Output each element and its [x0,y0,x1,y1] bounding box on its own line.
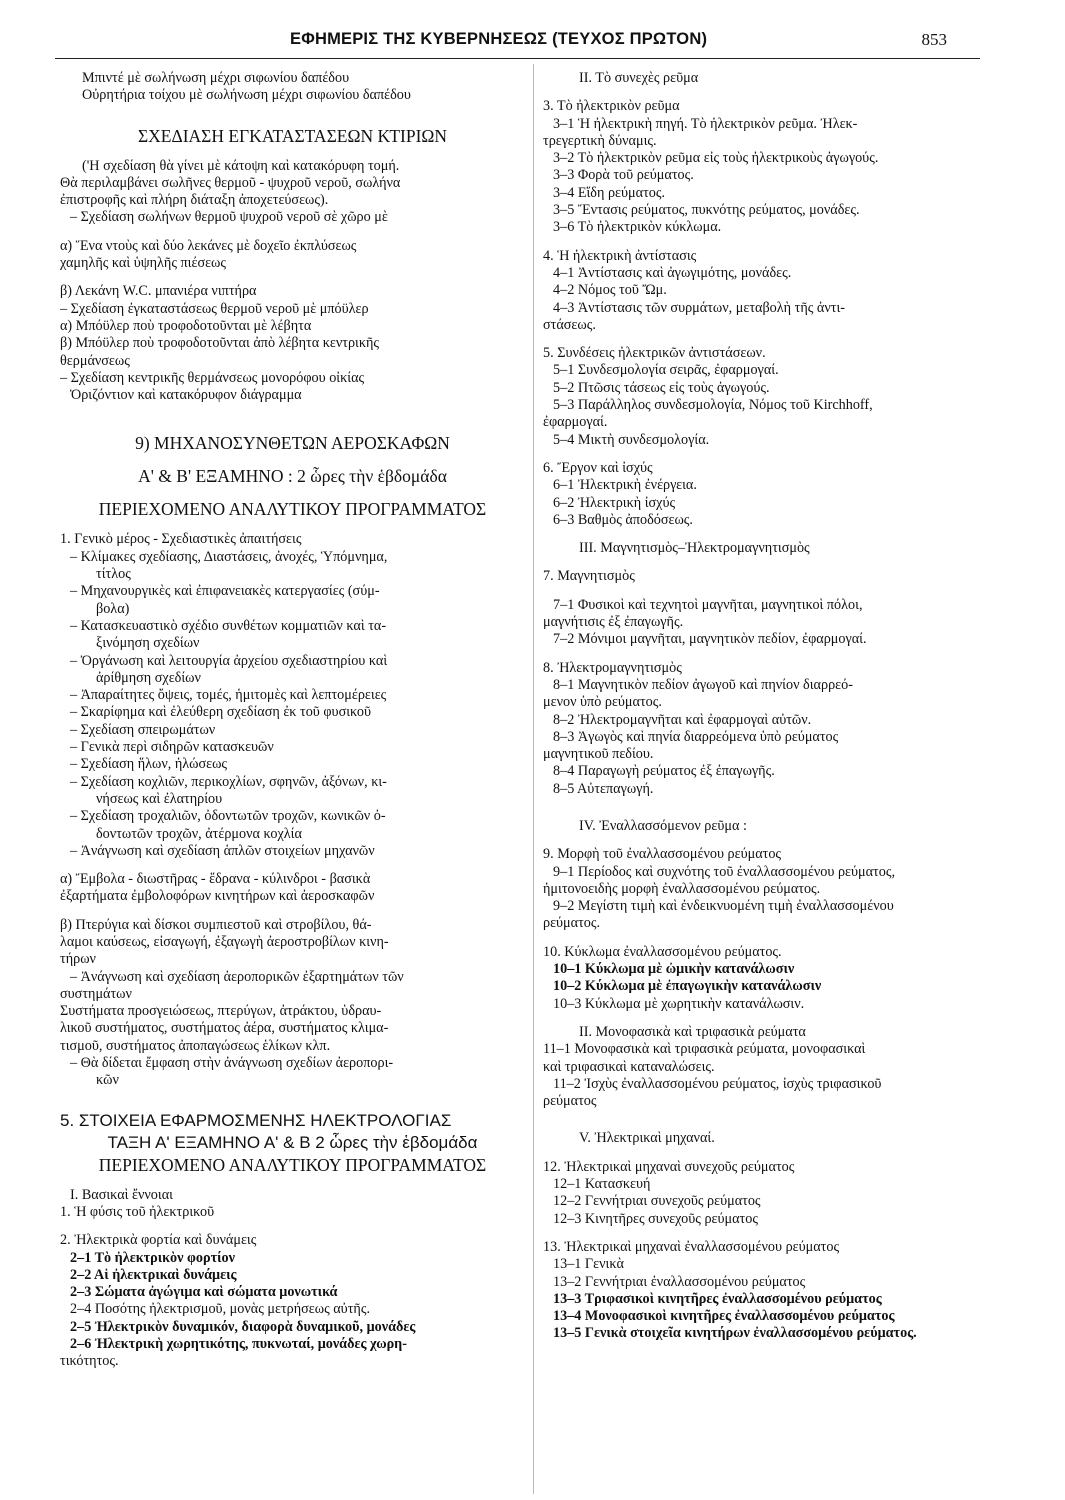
text-line: 1. Γενικὸ μέρος - Σχεδιαστικὲς ἀπαιτήσεις [60,531,302,548]
text-line: 12–3 Κινητῆρες συνεχοῦς ρεύματος [553,1210,758,1227]
text-line: τισμοῦ, συστήματος ἀποπαγώσεως ἑλίκων κλπ. [60,1037,331,1054]
section-heading: ΙV. Ἐναλλασσόμενον ρεῦμα : [579,817,747,834]
section-heading: 5. ΣΤΟΙΧΕΙΑ ΕΦΑΡΜΟΣΜΕΝΗΣ ΗΛΕΚΤΡΟΛΟΓΙΑΣ [60,1110,452,1130]
text-line: 3–5 Ἔντασις ρεύματος, πυκνότης ρεύματος, μονάδες. [553,202,860,219]
text-line: 8. Ἠλεκτρομαγνητισμὸς [543,659,682,676]
left-column [60,70,525,1371]
text-line: 12–2 Γεννήτριαι συνεχοῦς ρεύματος [553,1193,761,1210]
text-line: – Σχεδίαση κοχλιῶν, περικοχλίων, σφηνῶν, ἀξόνων, κι- [70,773,387,790]
page-header [0,0,1065,58]
section-subheading: ΠΕΡΙΕΧΟΜΕΝΟ ΑΝΑΛΥΤΙΚΟΥ ΠΡΟΓΡΑΜΜΑΤΟΣ [98,1154,487,1175]
text-line: – Ἀνάγνωση καὶ σχεδίαση ἀεροπορικῶν ἐξαρτημάτων τῶν [70,968,404,985]
text-line: 2. Ἠλεκτρικὰ φορτία καὶ δυνάμεις [60,1232,257,1249]
header-rule [55,58,980,59]
text-line: – Ἀπαραίτητες ὄψεις, τομές, ἡμιτομὲς καὶ λεπτομέρειες [70,687,387,704]
text-line: 3–2 Τὸ ἠλεκτρικὸν ρεῦμα εἰς τοὺς ἠλεκτρικοὺς ἀγωγούς. [553,150,879,167]
text-line: – Σκαρίφημα καὶ ἐλεύθερη σχεδίαση ἐκ τοῦ φυσικοῦ [70,704,371,721]
text-line: 6. Ἔργον καὶ ἰσχύς [543,459,653,476]
text-line: 6–3 Βαθμὸς ἀποδόσεως. [553,511,693,528]
text-line: – Σχεδίαση σωλήνων θερμοῦ ψυχροῦ νεροῦ σὲ χῶρο μὲ [70,209,388,226]
section-heading: 9) ΜΗΧΑΝΟΣΥΝΘΕΤΩΝ ΑΕΡΟΣΚΑΦΩΝ [135,433,450,454]
text-line: θερμάνσεως [60,352,130,369]
text-line: 8–3 Ἀγωγὸς καὶ πηνία διαρρεόμενα ὑπὸ ρεύματος [553,728,839,745]
text-line: 8–1 Μαγνητικὸν πεδίον ἀγωγοῦ καὶ πηνίον διαρρεό- [553,676,853,693]
text-line: συστημάτων [60,985,132,1002]
text-line: 13–2 Γεννήτριαι ἐναλλασσομένου ρεύματος [553,1273,806,1290]
right-column [543,70,1023,1343]
text-line: 6–2 Ἠλεκτρικὴ ἰσχύς [553,494,676,511]
text-line: – Ὀργάνωση καὶ λειτουργία ἀρχείου σχεδιαστηρίου καὶ [70,652,388,669]
text-line: 3. Τὸ ἠλεκτρικὸν ρεῦμα [543,98,680,115]
text-line: – Σχεδίαση ἥλων, ἡλώσεως [70,756,228,773]
text-line: 10–2 Κύκλωμα μὲ ἐπαγωγικὴν κατανάλωσιν [553,978,822,995]
section-heading: ΙΙ. Τὸ συνεχὲς ρεῦμα [579,70,699,86]
text-line: 10–1 Κύκλωμα μὲ ὠμικὴν κατανάλωσιν [553,961,795,978]
text-line: ρεύματος [543,1093,597,1110]
text-line: – Γενικὰ περὶ σιδηρῶν κατασκευῶν [70,739,274,756]
text-line: μαγνήτισις ἐξ ἐπαγωγῆς. [543,614,684,631]
text-line: 6–1 Ἠλεκτρικὴ ἐνέργεια. [553,477,697,494]
text-line: 7–1 Φυσικοὶ καὶ τεχνητοὶ μαγνῆται, μαγνητικοὶ πόλοι, [553,596,863,613]
text-line: 2–6 Ἠλεκτρικὴ χωρητικότης, πυκνωταί, μονάδες χωρη- [70,1336,407,1353]
text-line: α) Μπόϋλερ ποὺ τροφοδοτοῦνται μὲ λέβητα [60,317,312,334]
text-line: 9–1 Περίοδος καὶ συχνότης τοῦ ἐναλλασσομένου ρεύματος, [553,863,896,880]
text-line: 2–5 Ἠλεκτρικὸν δυναμικόν, διαφορὰ δυναμικοῦ, μονάδες [70,1318,416,1335]
text-line: 13–5 Γενικὰ στοιχεῖα κινητήρων ἐναλλασσομένου ρεύματος. [553,1325,917,1342]
text-line: – Σχεδίαση τροχαλιῶν, ὀδοντωτῶν τροχῶν, κωνικῶν ὀ- [70,808,386,825]
text-line: Θὰ περιλαμβάνει σωλῆνες θερμοῦ - ψυχροῦ νεροῦ, σωλήνα [60,174,401,191]
text-line: 2–3 Σώματα ἀγώγιμα καὶ σώματα μονωτικά [70,1284,338,1301]
text-line: α) Ἔμβολα - διωστῆρας - ἕδρανα - κύλινδροι - βασικὰ [60,871,371,888]
text-line: ἐξαρτήματα ἐμβολοφόρων κινητήρων καὶ ἀεροσκαφῶν [60,888,375,905]
text-line: 7–2 Μόνιμοι μαγνῆται, μαγνητικὸν πεδίον, ἐφαρμογαί. [553,631,867,648]
text-line: – Μηχανουργικὲς καὶ ἐπιφανειακὲς κατεργασίες (σύμ- [70,583,380,600]
section-heading: V. Ἠλεκτρικαὶ μηχαναί. [579,1130,715,1147]
text-line: καὶ τριφασικαὶ καταναλώσεις. [543,1058,715,1075]
text-line: τρεγερτικὴ δύναμις. [543,132,657,149]
text-line: τήρων [60,951,96,968]
text-line: λικοῦ συστήματος, συστήματος ἀέρα, συστήματος κλιμα- [60,1020,389,1037]
text-line: ἐπιστροφῆς καὶ πλήρη διάταξη ἀποχετεύσεως). [60,192,329,209]
text-line: Ι. Βασικαὶ ἔννοιαι [70,1186,173,1203]
text-line: δοντωτῶν τροχῶν, ἀτέρμονα κοχλία [96,825,302,842]
text-line: 4. Ἡ ἠλεκτρικὴ ἀντίστασις [543,247,697,264]
text-line: Μπιντέ μὲ σωλήνωση μέχρι σιφωνίου δαπέδου [82,70,350,86]
text-line: 8–5 Αὐτεπαγωγή. [553,780,654,797]
text-line: – Σχεδίαση σπειρωμάτων [70,721,216,738]
section-heading: ΙΙΙ. Μαγνητισμὸς–Ἠλεκτρομαγνητισμὸς [579,540,810,557]
text-line: – Θὰ δίδεται ἔμφαση στὴν ἀνάγνωση σχεδίων ἀεροπορι- [70,1055,394,1072]
text-line: 13. Ἠλεκτρικαὶ μηχαναὶ ἐναλλασσομένου ρεύματος [543,1238,840,1255]
text-line: χαμηλῆς καὶ ὑψηλῆς πιέσεως [60,255,227,272]
text-line: ξινόμηση σχεδίων [96,635,200,652]
text-line: μενον ὑπὸ ρεύματος. [543,694,662,711]
text-line: ρεύματος. [543,915,601,932]
text-line: βολα) [96,600,130,617]
text-line: 4–2 Νόμος τοῦ Ὤμ. [553,282,667,299]
text-line: 5–1 Συνδεσμολογία σειρᾶς, ἐφαρμογαί. [553,362,779,379]
text-line: 13–1 Γενικὰ [553,1256,624,1273]
text-line: 5–4 Μικτὴ συνδεσμολογία. [553,431,710,448]
text-line: β) Λεκάνη W.C. μπανιέρα νιπτήρα [60,283,257,300]
text-line: 3–6 Τὸ ἠλεκτρικὸν κύκλωμα. [553,219,722,236]
text-line: 1. Ἡ φύσις τοῦ ἠλεκτρικοῦ [60,1203,215,1220]
text-line: ἐφαρμογαί. [543,414,608,431]
text-line: 12. Ἠλεκτρικαὶ μηχαναὶ συνεχοῦς ρεύματος [543,1158,795,1175]
text-line: 8–2 Ἠλεκτρομαγνῆται καὶ ἐφαρμογαὶ αὐτῶν. [553,711,812,728]
text-line: 10–3 Κύκλωμα μὲ χωρητικὴν κατανάλωσιν. [553,995,805,1012]
text-line: 5–3 Παράλληλος συνδεσμολογία, Νόμος τοῦ Kirchhoff, [553,397,873,414]
text-line: 2–4 Ποσότης ἠλεκτρισμοῦ, μονὰς μετρήσεως αὐτῆς. [70,1301,370,1318]
text-line: 2–2 Αἱ ἠλεκτρικαὶ δυνάμεις [70,1266,237,1283]
text-line: ἀρίθμηση σχεδίων [96,669,201,686]
text-line: 4–3 Ἀντίστασις τῶν συρμάτων, μεταβολὴ τῆς ἀντι- [553,299,845,316]
text-line: 12–1 Κατασκευή [553,1176,651,1193]
text-line: 5–2 Πτῶσις τάσεως εἰς τοὺς ἀγωγούς. [553,379,770,396]
text-line: 11–1 Μονοφασικὰ καὶ τριφασικὰ ρεύματα, μονοφασικαὶ [543,1041,866,1058]
text-line: 7. Μαγνητισμὸς [543,568,635,585]
text-line: 10. Κύκλωμα ἐναλλασσομένου ρεύματος. [543,943,782,960]
section-subheading: Α' & Β' ΕΞΑΜΗΝΟ : 2 ὧρες τὴν ἑβδομάδα [138,466,447,487]
text-line: Συστήματα προσγειώσεως, πτερύγων, ἀτράκτου, ὑδραυ- [60,1003,382,1020]
text-line: ('Η σχεδίαση θὰ γίνει μὲ κάτοψη καὶ κατακόρυφη τομή. [82,157,400,174]
text-line: 9–2 Μεγίστη τιμὴ καὶ ἐνδεικνυομένη τιμὴ ἐναλλασσομένου [553,898,894,915]
section-subheading: ΠΕΡΙΕΧΟΜΕΝΟ ΑΝΑΛΥΤΙΚΟΥ ΠΡΟΓΡΑΜΜΑΤΟΣ [98,499,487,520]
text-line: τίτλος [96,566,131,583]
text-line: 11–2 Ἰσχὺς ἐναλλασσομένου ρεύματος, ἰσχὺς τριφασικοῦ [553,1075,882,1092]
column-divider [533,64,534,1494]
text-line: νήσεως καὶ ἐλατηρίου [96,790,223,807]
text-line: β) Πτερύγια καὶ δίσκοι συμπιεστοῦ καὶ στροβίλου, θά- [60,916,372,933]
text-line: 8–4 Παραγωγὴ ρεύματος ἐξ ἐπαγωγῆς. [553,763,775,780]
text-line: Ὁριζόντιον καὶ κατακόρυφον διάγραμμα [70,387,302,404]
text-line: α) Ἕνα ντοὺς καὶ δύο λεκάνες μὲ δοχεῖο ἐκπλύσεως [60,237,357,254]
text-line: 13–4 Μονοφασικοὶ κινητῆρες ἐναλλασσομένου ρεύματος [553,1308,895,1325]
text-line: μαγνητικοῦ πεδίου. [543,746,654,763]
text-line: 9. Μορφὴ τοῦ ἐναλλασσομένου ρεύματος [543,846,782,863]
text-line: κῶν [96,1072,119,1089]
text-line: στάσεως. [543,316,596,333]
text-line: 4–1 Ἀντίστασις καὶ ἀγωγιμότης, μονάδες. [553,264,792,281]
text-line: – Κατασκευαστικὸ σχέδιο συνθέτων κομματιῶν καὶ τα- [70,617,387,634]
text-line: 3–4 Εἴδη ρεύματος. [553,184,666,201]
section-subheading: ΤΑΞΗ Α' ΕΞΑΜΗΝΟ Α' & Β 2 ὧρες τὴν ἑβδομάδα [107,1132,478,1152]
text-line: 5. Συνδέσεις ἠλεκτρικῶν ἀντιστάσεων. [543,345,766,362]
text-line: 3–3 Φορὰ τοῦ ρεύματος. [553,167,694,184]
page-number: 853 [921,30,947,49]
text-line: β) Μπόϋλερ ποὺ τροφοδοτοῦνται ἀπὸ λέβητα κεντρικῆς [60,335,380,352]
text-line: – Κλίμακες σχεδίασης, Διαστάσεις, ἀνοχές, Ὑπόμνημα, [70,548,388,565]
text-line: τικότητος. [60,1353,119,1370]
text-line: – Σχεδίαση κεντρικῆς θερμάνσεως μονορόφου οἰκίας [60,369,365,386]
section-heading: ΙΙ. Μονοφασικὰ καὶ τριφασικὰ ρεύματα [579,1023,806,1040]
text-line: Οὐρητήρια τοίχου μὲ σωλήνωση μέχρι σιφωνίου δαπέδου [82,87,411,104]
text-line: 3–1 Ἡ ἠλεκτρικὴ πηγή. Τὸ ἠλεκτρικὸν ρεῦμα. Ἠλεκ- [553,115,858,132]
text-line: ἡμιτονοειδὴς μορφὴ ἐναλλασσομένου ρεύματος. [543,880,821,897]
text-line: 13–3 Τριφασικοὶ κινητῆρες ἐναλλασσομένου ρεύματος [553,1290,882,1307]
section-heading: ΣΧΕΔΙΑΣΗ ΕΓΚΑΤΑΣΤΑΣΕΩΝ ΚΤΙΡΙΩΝ [137,125,448,146]
text-line: – Σχεδίαση ἐγκαταστάσεως θερμοῦ νεροῦ μὲ μπόϋλερ [60,300,369,317]
text-line: λαμοι καύσεως, εἰσαγωγή, ἐξαγωγὴ ἀεροστροβίλων κινη- [60,933,389,950]
text-line: – Ἀνάγνωση καὶ σχεδίαση ἁπλῶν στοιχείων μηχανῶν [70,842,375,859]
gazette-title: ΕΦΗΜΕΡΙΣ ΤΗΣ ΚΥΒΕΡΝΗΣΕΩΣ (ΤΕΥΧΟΣ ΠΡΩΤΟΝ) [290,30,708,48]
text-line: 2–1 Τὸ ἠλεκτρικὸν φορτίον [70,1249,235,1266]
